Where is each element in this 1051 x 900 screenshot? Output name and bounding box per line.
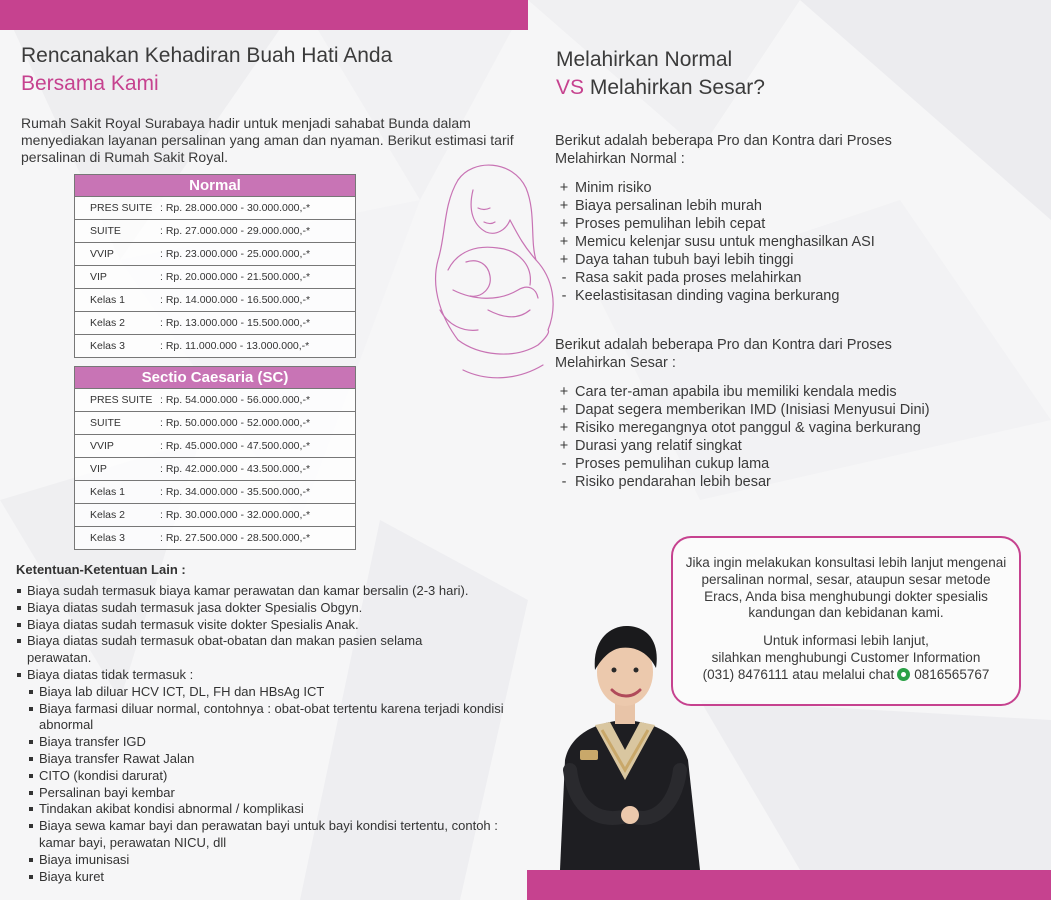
table-row <box>75 197 356 220</box>
point-text: Cara ter-aman apabila ibu memiliki kendala medis <box>575 384 897 400</box>
room-price: : Rp. 20.000.000 - 21.500.000,-* <box>160 266 356 289</box>
list-item <box>557 251 977 269</box>
point-text: Proses pemulihan cukup lama <box>575 456 770 472</box>
ketentuan-heading: Ketentuan-Ketentuan Lain : <box>16 562 186 577</box>
table-row <box>75 243 356 266</box>
point-text: Proses pemulihan lebih cepat <box>575 216 766 232</box>
table-row <box>75 435 356 458</box>
point-text: Minim risiko <box>575 180 652 196</box>
room-class: PRES SUITE <box>75 197 161 220</box>
plus-icon: + <box>559 198 569 214</box>
table-row <box>75 220 356 243</box>
list-item: Biaya kuret <box>27 869 536 886</box>
point-text: Rasa sakit pada proses melahirkan <box>575 270 802 286</box>
table-row <box>75 481 356 504</box>
list-item: Biaya diatas sudah termasuk visite dokter Spesialis Anak. <box>16 617 536 634</box>
left-title <box>21 42 392 98</box>
right-title-line2: Melahirkan Sesar? <box>584 76 765 99</box>
list-item <box>557 197 977 215</box>
intro-paragraph: Rumah Sakit Royal Surabaya hadir untuk menjadi sahabat Bunda dalam menyediakan layanan persalinan yang aman dan nyaman. Berikut estimasi tarif persalinan di Rumah Sakit Royal. <box>21 115 514 165</box>
plus-icon: + <box>559 420 569 436</box>
point-text: Risiko pendarahan lebih besar <box>575 474 771 490</box>
point-text: Durasi yang relatif singkat <box>575 438 742 454</box>
ketentuan-list <box>16 583 536 885</box>
list-item: Tindakan akibat kondisi abnormal / komplikasi <box>27 801 536 818</box>
table-row <box>75 389 356 412</box>
room-class: PRES SUITE <box>75 389 161 412</box>
room-class: SUITE <box>75 220 161 243</box>
table-row <box>75 504 356 527</box>
list-item <box>557 473 977 491</box>
point-text: Memicu kelenjar susu untuk menghasilkan ASI <box>575 234 875 250</box>
staff-photo <box>540 610 710 870</box>
bottom-accent-bar <box>527 870 1051 900</box>
plus-icon: + <box>559 252 569 268</box>
contact-line2: silahkan menghubungi Customer Information <box>711 649 981 665</box>
point-text: Daya tahan tubuh bayi lebih tinggi <box>575 252 794 268</box>
room-price: : Rp. 28.000.000 - 30.000.000,-* <box>160 197 356 220</box>
plus-icon: + <box>559 438 569 454</box>
consultation-text: Jika ingin melakukan konsultasi lebih lanjut mengenai persalinan normal, sesar, ataupun sesar metode Eracs, Anda bisa menghubungi dokter spesialis kandungan dan kebidanan kami. <box>685 555 1007 621</box>
list-item <box>557 179 977 197</box>
table-row <box>75 527 356 550</box>
normal-pros-cons-intro: Berikut adalah beberapa Pro dan Kontra dari Proses Melahirkan Normal : <box>555 133 892 167</box>
exclusions-list <box>27 684 536 886</box>
table-row <box>75 335 356 358</box>
room-class: VIP <box>75 266 161 289</box>
whatsapp-icon <box>897 668 910 681</box>
minus-icon: - <box>561 270 567 286</box>
list-item <box>557 419 977 437</box>
list-item <box>557 215 977 233</box>
table-row <box>75 412 356 435</box>
list-item: Persalinan bayi kembar <box>27 785 536 802</box>
minus-icon: - <box>561 474 567 490</box>
list-item: Biaya transfer Rawat Jalan <box>27 751 536 768</box>
room-class: Kelas 2 <box>75 504 161 527</box>
point-text: Biaya persalinan lebih murah <box>575 198 762 214</box>
point-text: Risiko meregangnya otot panggul & vagina berkurang <box>575 420 921 436</box>
room-class: Kelas 1 <box>75 289 161 312</box>
top-accent-bar <box>0 0 528 30</box>
contact-line1: Untuk informasi lebih lanjut, <box>763 633 929 649</box>
list-item <box>557 455 977 473</box>
list-item: Biaya diatas sudah termasuk jasa dokter Spesialis Obgyn. <box>16 600 536 617</box>
contact-info <box>673 622 1019 683</box>
table-row <box>75 266 356 289</box>
plus-icon: + <box>559 216 569 232</box>
room-price: : Rp. 45.000.000 - 47.500.000,-* <box>160 435 356 458</box>
right-title <box>556 46 765 102</box>
room-price: : Rp. 14.000.000 - 16.500.000,-* <box>160 289 356 312</box>
room-price: : Rp. 13.000.000 - 15.500.000,-* <box>160 312 356 335</box>
whatsapp-number[interactable]: 0816565767 <box>914 666 990 682</box>
minus-icon: - <box>561 288 567 304</box>
sesar-pros-cons-list <box>557 383 977 491</box>
list-item: Biaya sewa kamar bayi dan perawatan bayi untuk bayi kondisi tertentu, contoh : kamar bayi, perawatan NICU, dll <box>27 818 509 852</box>
list-item: Biaya lab diluar HCV ICT, DL, FH dan HBsAg ICT <box>27 684 536 701</box>
room-price: : Rp. 42.000.000 - 43.500.000,-* <box>160 458 356 481</box>
plus-icon: + <box>559 402 569 418</box>
room-class: VVIP <box>75 435 161 458</box>
list-item <box>557 233 977 251</box>
room-price: : Rp. 23.000.000 - 25.000.000,-* <box>160 243 356 266</box>
normal-tariff-table <box>74 174 356 358</box>
room-class: VIP <box>75 458 161 481</box>
table-row <box>75 312 356 335</box>
plus-icon: + <box>559 384 569 400</box>
minus-icon: - <box>561 456 567 472</box>
room-price: : Rp. 27.000.000 - 29.000.000,-* <box>160 220 356 243</box>
list-item <box>557 287 977 305</box>
room-class: Kelas 2 <box>75 312 161 335</box>
point-text: Keelastisitasan dinding vagina berkurang <box>575 288 840 304</box>
room-price: : Rp. 11.000.000 - 13.000.000,-* <box>160 335 356 358</box>
consultation-box <box>671 536 1021 706</box>
list-item: CITO (kondisi darurat) <box>27 768 536 785</box>
list-item: Biaya sudah termasuk biaya kamar perawatan dan kamar bersalin (2-3 hari). <box>16 583 536 600</box>
normal-table-header: Normal <box>75 175 356 197</box>
list-item-exclusions <box>16 667 536 885</box>
right-title-line1: Melahirkan Normal <box>556 48 733 71</box>
room-class: Kelas 3 <box>75 335 161 358</box>
sesar-pros-cons-intro: Berikut adalah beberapa Pro dan Kontra dari Proses Melahirkan Sesar : <box>555 337 892 371</box>
room-class: VVIP <box>75 243 161 266</box>
room-price: : Rp. 27.500.000 - 28.500.000,-* <box>160 527 356 550</box>
list-item: Biaya transfer IGD <box>27 734 536 751</box>
room-class: Kelas 3 <box>75 527 161 550</box>
normal-pros-cons-list <box>557 179 977 305</box>
plus-icon: + <box>559 234 569 250</box>
list-item: Biaya farmasi diluar normal, contohnya : obat-obat tertentu karena terjadi kondisi abnormal <box>27 701 519 735</box>
left-title-line1: Rencanakan Kehadiran Buah Hati Anda <box>21 44 393 67</box>
phone-number[interactable]: (031) 8476111 atau melalui chat <box>702 666 895 682</box>
list-item <box>557 401 977 419</box>
sc-table-header: Sectio Caesaria (SC) <box>75 367 356 389</box>
room-price: : Rp. 54.000.000 - 56.000.000,-* <box>160 389 356 412</box>
list-item <box>557 269 977 287</box>
list-item <box>557 383 977 401</box>
left-title-line2: Bersama Kami <box>21 72 159 95</box>
room-class: Kelas 1 <box>75 481 161 504</box>
mother-baby-illustration <box>418 150 568 385</box>
sc-tariff-table <box>74 366 356 550</box>
table-row <box>75 458 356 481</box>
point-text: Dapat segera memberikan IMD (Inisiasi Menyusui Dini) <box>575 402 930 418</box>
exclusions-label: Biaya diatas tidak termasuk : <box>27 666 194 682</box>
list-item: Biaya diatas sudah termasuk obat-obatan dan makan pasien selama perawatan. <box>16 633 487 667</box>
table-row <box>75 289 356 312</box>
room-price: : Rp. 30.000.000 - 32.000.000,-* <box>160 504 356 527</box>
room-price: : Rp. 34.000.000 - 35.500.000,-* <box>160 481 356 504</box>
vs-label: VS <box>556 76 585 99</box>
plus-icon: + <box>559 180 569 196</box>
room-class: SUITE <box>75 412 161 435</box>
list-item <box>557 437 977 455</box>
list-item: Biaya imunisasi <box>27 852 536 869</box>
room-price: : Rp. 50.000.000 - 52.000.000,-* <box>160 412 356 435</box>
